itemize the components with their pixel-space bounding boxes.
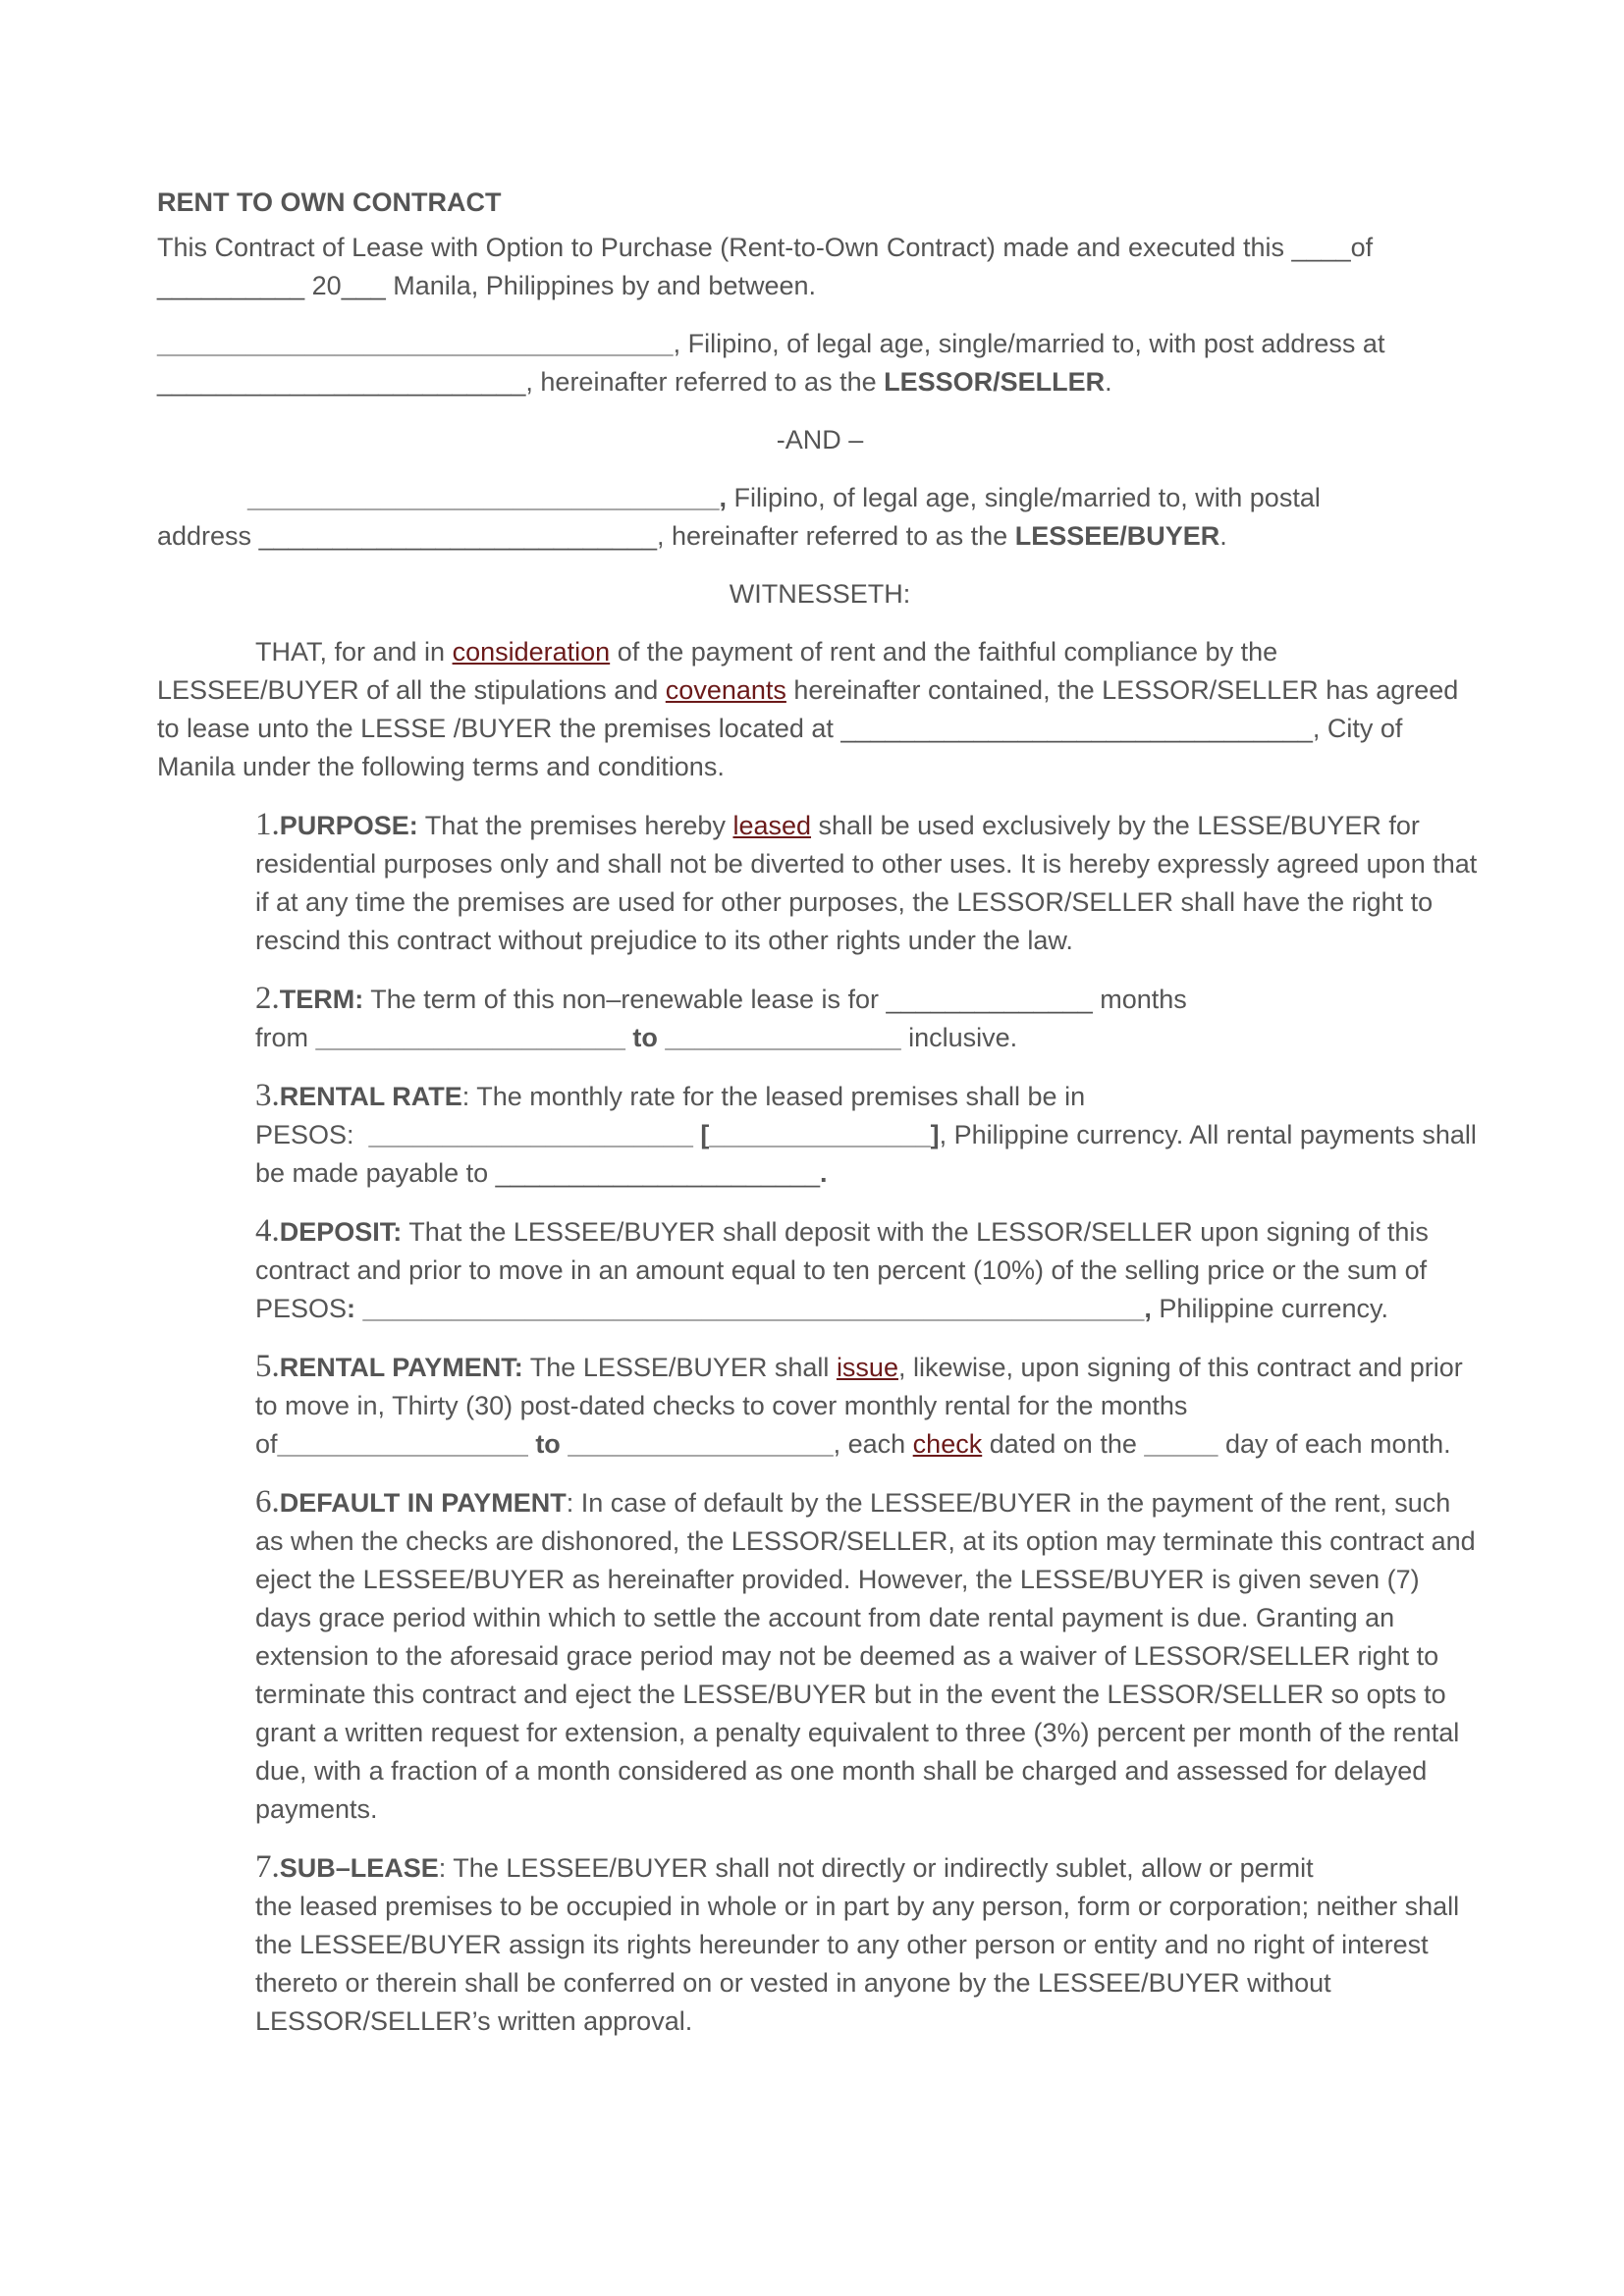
clause-heading: DEFAULT IN PAYMENT (279, 1488, 567, 1518)
clause-number: 1. (255, 807, 280, 842)
clause-text: That the premises hereby (417, 811, 733, 840)
term-start-blank[interactable]: _____________________ (315, 1023, 625, 1052)
deposit-amount-blank[interactable]: _____________________________________________________ (362, 1294, 1145, 1323)
clause-text: The LESSE/BUYER shall (522, 1353, 837, 1382)
clause-text: : In case of default by the LESSEE/BUYER in the payment of the rent, such as when the checks are dishonored, the LESSOR/SELLER, at its option may terminate this contract and eject the LESSEE/BUYER as hereinafter provided. However, the LESSE/BUYER is given seven (7) days grace period within which to settle the account from date rental payment is due. Granting an extension to the aforesaid grace period may not be deemed as a waiver of LESSOR/SELLER right to terminate this contract and eject the LESSE/BUYER but in the event the LESSOR/SELLER so opts to grant a written request for extension, a penalty equivalent to three (3%) percent per month of the rental due, with a fraction of a month considered as one month shall be charged and assessed for delayed payments. (255, 1488, 1476, 1824)
issue-link[interactable]: issue (836, 1353, 898, 1382)
months-to: to (527, 1429, 568, 1459)
clause-text: : The LESSEE/BUYER shall not directly or indirectly sublet, allow or permit (438, 1853, 1314, 1883)
check-day-blank[interactable]: _____ (1144, 1429, 1218, 1459)
term-to: to (624, 1023, 666, 1052)
leased-link[interactable]: leased (732, 811, 812, 840)
clause-text: : The monthly rate for the leased premises shall be in (461, 1082, 1086, 1111)
clause-deposit (255, 1212, 1483, 1328)
and-separator: -AND – (776, 425, 864, 454)
clause-number: 3. (255, 1078, 280, 1113)
clause-text: , Philippine currency. All rental payments shall be made payable to ______________________ (255, 1120, 1477, 1188)
clause-purpose (255, 806, 1483, 960)
lessor-end: . (1105, 367, 1112, 397)
rental-amount-figure-blank[interactable]: [_______________] (692, 1120, 940, 1149)
clause-heading: SUB–LEASE (279, 1853, 439, 1883)
deposit-comma: , (1144, 1294, 1152, 1323)
clause-text: , each (833, 1429, 913, 1459)
lessee-name-blank[interactable]: ________________________________ (247, 483, 720, 512)
witnesseth-heading: WITNESSETH: (729, 579, 911, 609)
clause-end: . (820, 1158, 828, 1188)
clause-number: 6. (255, 1484, 280, 1520)
deposit-colon: : (347, 1294, 363, 1323)
clause-number: 5. (255, 1349, 280, 1384)
term-end-blank[interactable]: ________________ (665, 1023, 901, 1052)
clause-text: of (255, 1429, 278, 1459)
clause-text: from (255, 1023, 316, 1052)
clause-text: The term of this non–renewable lease is for ______________ months (363, 985, 1187, 1014)
lessee-text-b: address (157, 521, 259, 551)
clause-default-payment (255, 1483, 1483, 1829)
clause-rental-rate (255, 1077, 1483, 1193)
clause-heading: TERM: (279, 985, 364, 1014)
lessee-text-a: Filipino, of legal age, single/married to, with postal (727, 483, 1321, 512)
lessor-text-a: , Filipino, of legal age, single/married to, with post address at (673, 329, 1385, 358)
clause-sub-lease (255, 1848, 1483, 2041)
whereas-paragraph (157, 633, 1483, 786)
clause-text: the leased premises to be occupied in whole or in part by any person, form or corporation; neither shall the LESSEE/BUYER assign its rights hereunder to any other person or entity and no right of interest thereto or therein shall be conferred on or vested in anyone by the LESSEE/BUYER without LESSOR/SELLER’s written approval. (255, 1892, 1460, 2036)
lessee-paragraph (157, 479, 1483, 556)
clause-term (255, 980, 1483, 1057)
months-start-blank[interactable]: _________________ (277, 1429, 528, 1459)
clause-rental-payment (255, 1348, 1483, 1464)
intro-text-b: __________ 20___ Manila, Philippines by and between. (157, 271, 817, 300)
lessee-end: . (1219, 521, 1227, 551)
clause-heading: RENTAL RATE (279, 1082, 462, 1111)
clause-text: dated on the (982, 1429, 1145, 1459)
covenants-link[interactable]: covenants (665, 675, 786, 705)
clause-number: 4. (255, 1213, 280, 1249)
document-page (157, 183, 1483, 2060)
lessee-comma: , (719, 483, 728, 512)
check-link[interactable]: check (912, 1429, 983, 1459)
clause-text: PESOS: (255, 1120, 369, 1149)
clause-text: shall be used exclusively by the LESSE/BUYER for residential purposes only and shall not be diverted to other uses. It is hereby expressly agreed upon that if at any time the premises are used for other purposes, the LESSOR/SELLER shall have the right to rescind this contract without prejudice to its other rights under the law. (255, 811, 1478, 955)
lessor-text-b: , hereinafter referred to as the (525, 367, 885, 397)
lessee-address-blank[interactable]: ___________________________ (258, 521, 657, 551)
rental-amount-words-blank[interactable]: ______________________ (368, 1120, 693, 1149)
whereas-text-2: of the payment of rent and the faithful compliance by the LESSEE/BUYER of all the stipulations and (157, 637, 1278, 705)
clause-number: 7. (255, 1849, 280, 1885)
clause-text: , likewise, upon signing of this contract and prior to move in, Thirty (30) post-dated checks to cover monthly rental for the months (255, 1353, 1463, 1420)
clause-number: 2. (255, 981, 280, 1016)
clause-text: day of each month. (1218, 1429, 1451, 1459)
consideration-link[interactable]: consideration (452, 637, 611, 667)
clause-heading: PURPOSE: (279, 811, 418, 840)
lessee-role: LESSEE/BUYER (1014, 521, 1220, 551)
lessor-paragraph (157, 325, 1483, 401)
lessor-name-blank[interactable]: ___________________________________ (157, 329, 674, 358)
clause-text: Philippine currency. (1151, 1294, 1389, 1323)
intro-text-a: This Contract of Lease with Option to Purchase (Rent-to-Own Contract) made and executed this ____of (157, 233, 1374, 262)
whereas-text-3: hereinafter contained, the LESSOR/SELLER has agreed to lease unto the LESSE /BUYER the premises located at ________________________________, City of Manila under the following terms and conditions. (157, 675, 1459, 781)
whereas-text-1: THAT, for and in (255, 637, 453, 667)
intro-paragraph (157, 229, 1483, 305)
clause-text: inclusive. (900, 1023, 1018, 1052)
months-end-blank[interactable]: __________________ (568, 1429, 834, 1459)
lessee-text-c: , hereinafter referred to as the (657, 521, 1015, 551)
document-title: RENT TO OWN CONTRACT (157, 187, 502, 217)
lessor-role: LESSOR/SELLER (884, 367, 1106, 397)
lessor-address-blank[interactable]: _________________________ (157, 367, 526, 397)
clause-heading: RENTAL PAYMENT: (279, 1353, 523, 1382)
clause-text: That the LESSEE/BUYER shall deposit with the LESSOR/SELLER upon signing of this contract and prior to move in an amount equal to ten percent (10%) of the selling price or the sum of PESOS (255, 1217, 1429, 1323)
clause-heading: DEPOSIT: (279, 1217, 403, 1247)
